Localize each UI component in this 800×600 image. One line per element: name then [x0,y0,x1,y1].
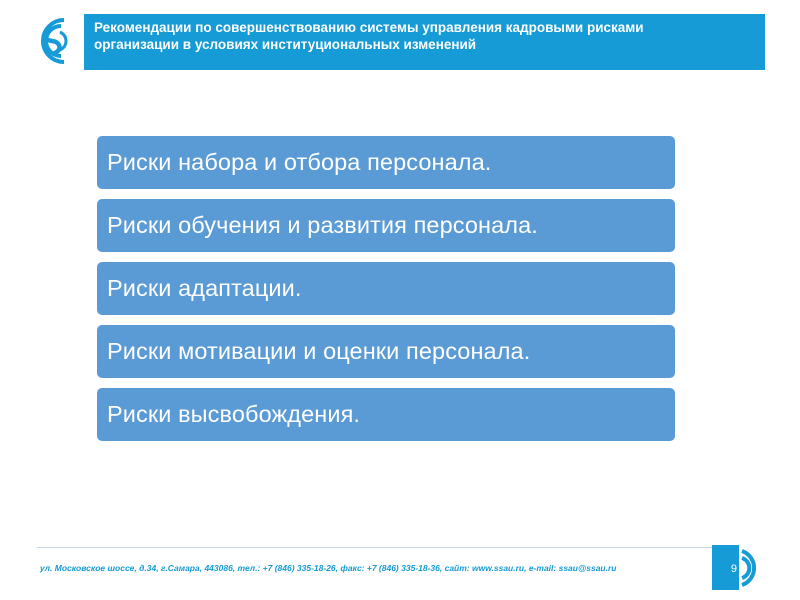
header-title-line1: Рекомендации по совершенствованию системы управления кадровыми рисками [94,20,644,35]
header-band [84,14,765,70]
risk-item-motivation: Риски мотивации и оценки персонала. [97,325,675,378]
risk-item-training: Риски обучения и развития персонала. [97,199,675,252]
page-number: 9 [730,563,737,575]
footer-divider [37,547,729,548]
risk-item-recruitment: Риски набора и отбора персонала. [97,136,675,189]
university-logo-small-icon [738,547,768,589]
university-logo-icon [30,12,76,70]
risk-item-release: Риски высвобождения. [97,388,675,441]
risk-list [97,136,675,451]
risk-item-adaptation: Риски адаптации. [97,262,675,315]
header-title-line2: организации в условиях институциональных изменений [94,37,477,52]
footer-contacts: ул. Московское шоссе, д.34, г.Самара, 443086, тел.: +7 (846) 335-18-26, факс: +7 (846) 335-18-36, сайт: www.ssau.ru, e-mail: ssau@ssau.ru [40,563,617,573]
